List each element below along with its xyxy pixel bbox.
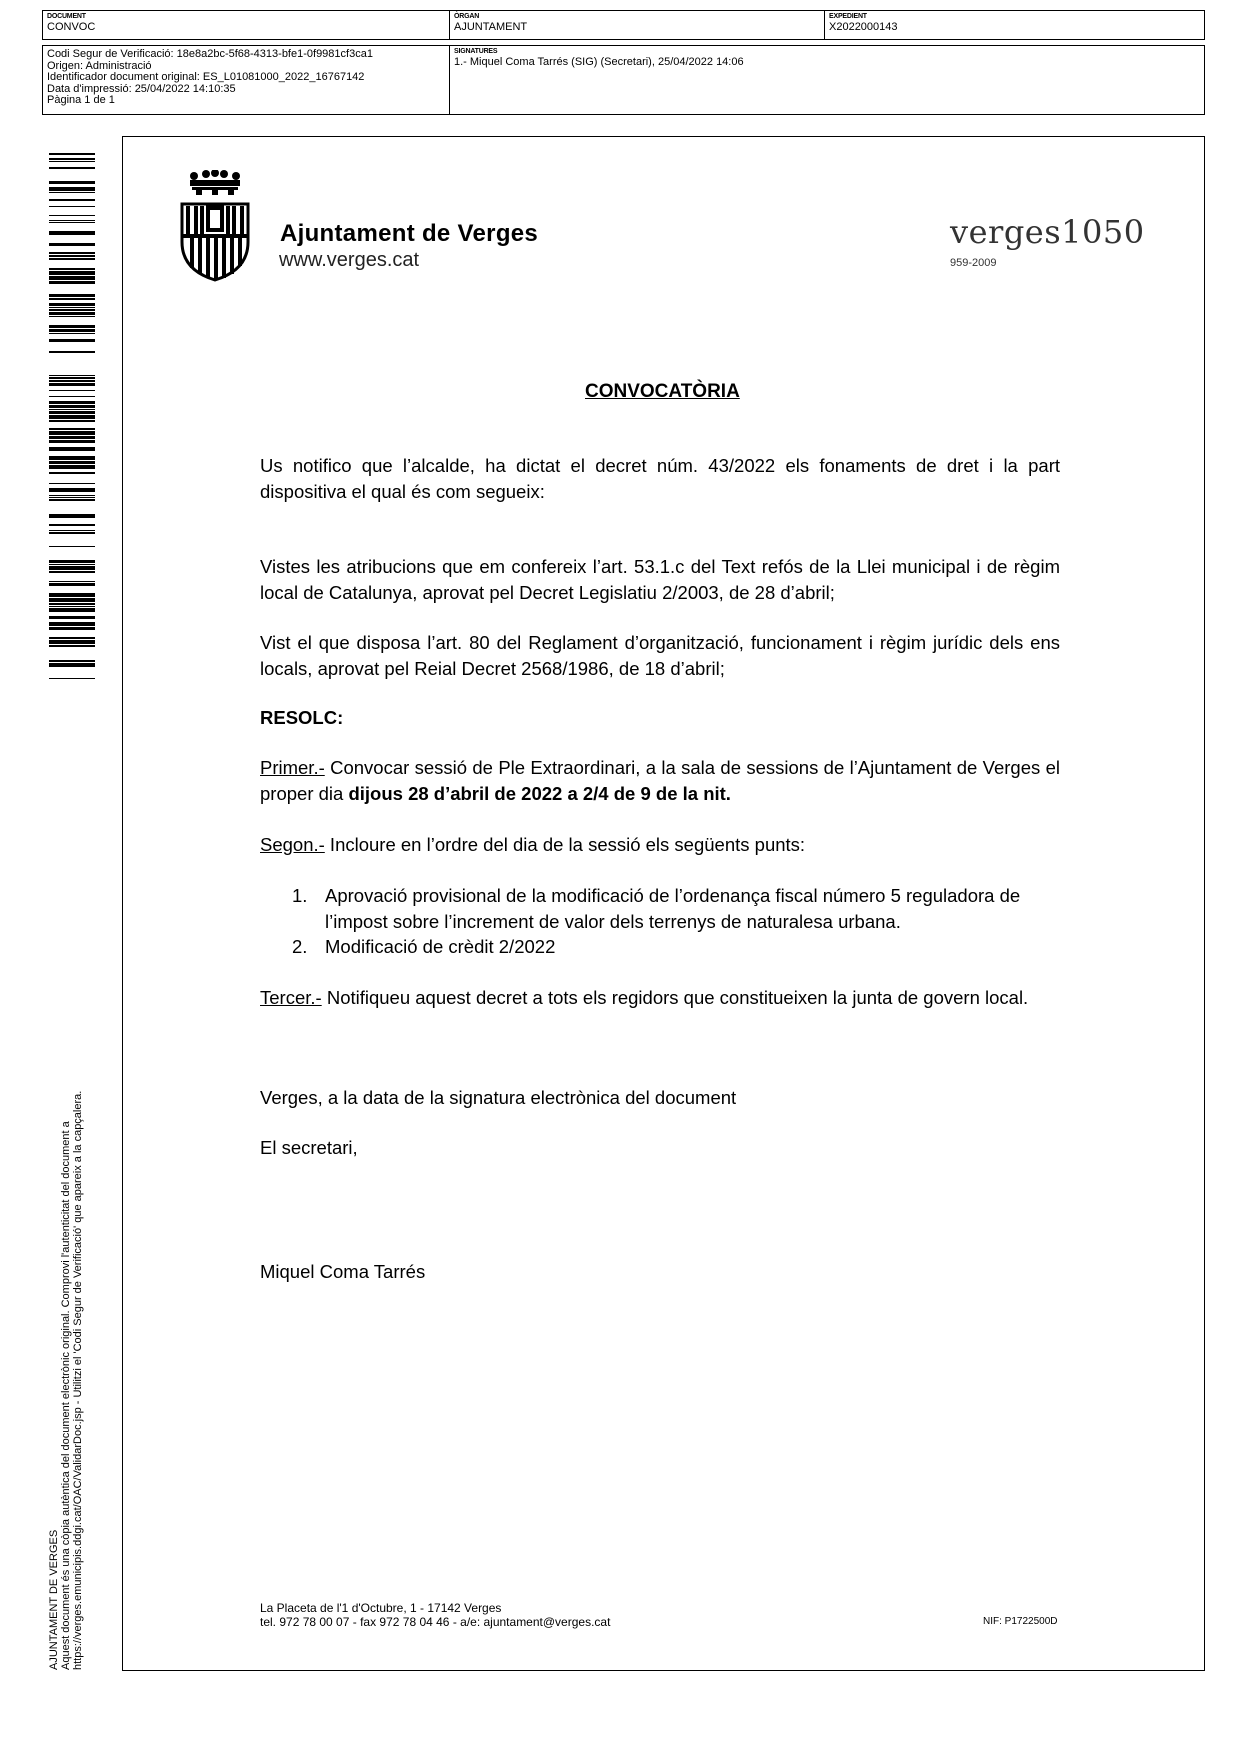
tercer-paragraph <box>260 985 1060 1011</box>
anniversary-years: 959-2009 <box>950 257 997 269</box>
agenda-item <box>292 934 1062 960</box>
header-meta-row <box>42 10 1205 40</box>
agenda-item-text: Modificació de crèdit 2/2022 <box>325 936 556 957</box>
print-date-line: Data d'impressió: 25/04/2022 14:10:35 <box>47 82 236 95</box>
signature-entry: 1.- Miquel Coma Tarrés (SIG) (Secretari), 25/04/2022 14:06 <box>454 56 744 68</box>
verification-cell <box>43 46 450 114</box>
footer-address: La Placeta de l'1 d'Octubre, 1 - 17142 Verges <box>260 1601 502 1615</box>
secretary-label: El secretari, <box>260 1137 358 1158</box>
document-title: CONVOCATÒRIA <box>585 381 740 402</box>
primer-text: Convocar sessió de Ple Extraordinari, a la sala de sessions de l’Ajuntament de Verges el proper dia <box>260 757 1060 804</box>
organ-cell <box>450 11 825 39</box>
segon-paragraph <box>260 832 1060 858</box>
vistes-paragraph: Vistes les atribucions que em confereix l’art. 53.1.c del Text refós de la Llei municipal i de règim local de Catalunya, aprovat pel Decret Legislatiu 2/2003, de 28 d’abril; <box>260 556 1060 603</box>
barcode-image <box>49 153 95 683</box>
segon-text: Incloure en l’ordre del dia de la sessió els següents punts: <box>324 834 806 855</box>
municipality-url: www.verges.cat <box>279 249 420 271</box>
tercer-text: Notifiqueu aquest decret a tots els regidors que constitueixen la junta de govern local. <box>321 987 1029 1008</box>
tercer-label: Tercer.- <box>260 987 322 1008</box>
document-label: DOCUMENT <box>47 13 86 20</box>
signatory-name: Miquel Coma Tarrés <box>260 1261 426 1282</box>
organ-value: AJUNTAMENT <box>454 21 528 33</box>
verification-meta-row <box>42 45 1205 115</box>
expedient-label: EXPEDIENT <box>829 13 867 20</box>
authenticity-side-note <box>48 990 84 1670</box>
coat-of-arms-icon <box>176 170 254 282</box>
document-value: CONVOC <box>47 21 96 33</box>
side-note-copy-statement: Aquest document és una còpia autèntica del document electrònic original. Comprovi l'autenticitat del document a <box>60 1121 72 1670</box>
origin-line: Origen: Administració <box>47 59 152 72</box>
signatures-label: SIGNATURES <box>454 48 498 55</box>
expedient-value: X2022000143 <box>829 21 898 33</box>
signatures-cell <box>450 46 1204 114</box>
segon-label: Segon.- <box>260 834 325 855</box>
agenda-item <box>292 883 1062 935</box>
organ-label: ÒRGAN <box>454 13 480 20</box>
page-line: Pàgina 1 de 1 <box>47 94 115 106</box>
identifier-line: Identificador document original: ES_L01081000_2022_16767142 <box>47 71 365 83</box>
agenda-item-number: 1. <box>292 885 308 906</box>
primer-paragraph <box>260 755 1060 807</box>
municipality-name: Ajuntament de Verges <box>280 220 539 247</box>
side-note-validation-url: https://verges.emunicipis.ddgi.cat/OAC/ValidarDoc.jsp - Utilitzi el 'Codi Segur de Verificació' que apareix a la capçalera. <box>72 1090 84 1670</box>
intro-paragraph: Us notifico que l’alcalde, ha dictat el decret núm. 43/2022 els fonaments de dret i la part dispositiva el qual és com segueix: <box>260 455 1060 502</box>
agenda-item-number: 2. <box>292 936 308 957</box>
side-note-entity: AJUNTAMENT DE VERGES <box>48 1529 60 1670</box>
footer-phone-email: tel. 972 78 00 07 - fax 972 78 04 46 - a/e: ajuntament@verges.cat <box>260 1615 611 1629</box>
csv-line: Codi Segur de Verificació: 18e8a2bc-5f68-4313-bfe1-0f9981cf3ca1 <box>47 48 373 60</box>
anniversary-logo <box>944 213 1145 275</box>
document-cell <box>43 11 450 39</box>
resolc-heading: RESOLC: <box>260 707 344 728</box>
footer-nif: NIF: P1722500D <box>983 1616 1058 1627</box>
primer-session-date: dijous 28 d’abril de 2022 a 2/4 de 9 de la nit. <box>348 783 731 804</box>
expedient-cell <box>825 11 1204 39</box>
vist-paragraph: Vist el que disposa l’art. 80 del Reglament d’organització, funcionament i règim jurídic dels ens locals, aprovat pel Reial Decret 2568/1986, de 18 d’abril; <box>260 632 1060 679</box>
primer-label: Primer.- <box>260 757 325 778</box>
footer-contact <box>260 1601 610 1629</box>
agenda-item-text: Aprovació provisional de la modificació de l’ordenança fiscal número 5 reguladora de l’impost sobre l’increment de valor dels terrenys de naturalesa urbana. <box>325 885 1021 932</box>
place-date-line: Verges, a la data de la signatura electrònica del document <box>260 1087 737 1108</box>
anniversary-logo-text: verges1050 <box>950 213 1145 251</box>
